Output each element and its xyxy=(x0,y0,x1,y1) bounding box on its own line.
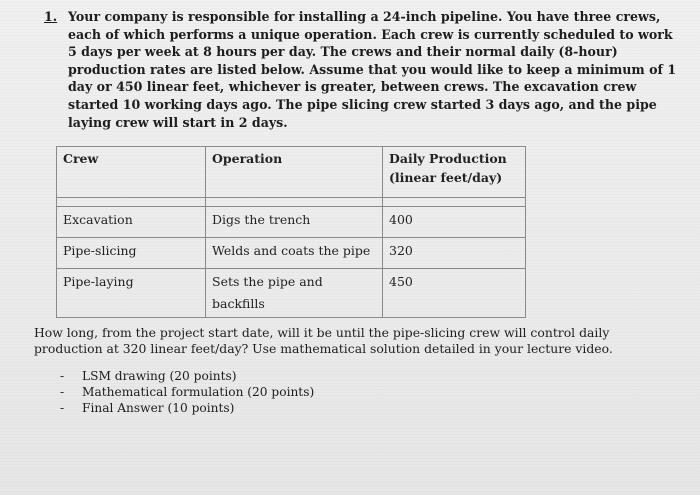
question-text: How long, from the project start date, will it be until the pipe-slicing crew will control daily production at 320 linear feet/day? Use mathematical solution detailed in your lecture video. xyxy=(34,325,613,356)
table-row xyxy=(57,207,526,238)
list-item xyxy=(60,368,314,384)
header-operation: Operation xyxy=(206,147,383,198)
table-row xyxy=(57,269,526,318)
header-crew: Crew xyxy=(57,147,206,198)
cell-operation: Welds and coats the pipe xyxy=(206,238,383,269)
table-row xyxy=(57,238,526,269)
cell-production: 320 xyxy=(383,238,526,269)
header-daily-production: Daily Production (linear feet/day) xyxy=(383,147,526,198)
cell-operation: Digs the trench xyxy=(206,207,383,238)
cell-production: 450 xyxy=(383,269,526,318)
problem-text: Your company is responsible for installing a 24-inch pipeline. You have three crews, each of which performs a unique operation. Each crew is currently scheduled to work 5 days per week at 8 hours per day. The crews and their normal daily (8-hour) production rates are listed below. Assume that you would like to keep a minimum of 1 day or 450 linear feet, whichever is greater, between crews. The excavation crew started 10 working days ago. The pipe slicing crew started 3 days ago, and the pipe laying crew will start in 2 days. xyxy=(68,9,677,130)
cell-crew: Pipe-slicing xyxy=(57,238,206,269)
table-spacer-row xyxy=(57,198,526,207)
list-item-label: Mathematical formulation (20 points) xyxy=(82,385,315,399)
cell-crew: Pipe-laying xyxy=(57,269,206,318)
grading-list xyxy=(60,368,314,416)
cell-production: 400 xyxy=(383,207,526,238)
list-item xyxy=(60,400,314,416)
table-header-row xyxy=(57,147,526,198)
list-item-label: LSM drawing (20 points) xyxy=(82,369,237,383)
problem-statement xyxy=(44,8,684,131)
crew-table xyxy=(56,146,526,318)
problem-number: 1. xyxy=(44,9,58,24)
cell-operation: Sets the pipe and backfills xyxy=(206,269,383,318)
dash-bullet: - xyxy=(60,369,65,383)
list-item-label: Final Answer (10 points) xyxy=(82,401,235,415)
dash-bullet: - xyxy=(60,401,65,415)
dash-bullet: - xyxy=(60,385,65,399)
cell-crew: Excavation xyxy=(57,207,206,238)
list-item xyxy=(60,384,314,400)
